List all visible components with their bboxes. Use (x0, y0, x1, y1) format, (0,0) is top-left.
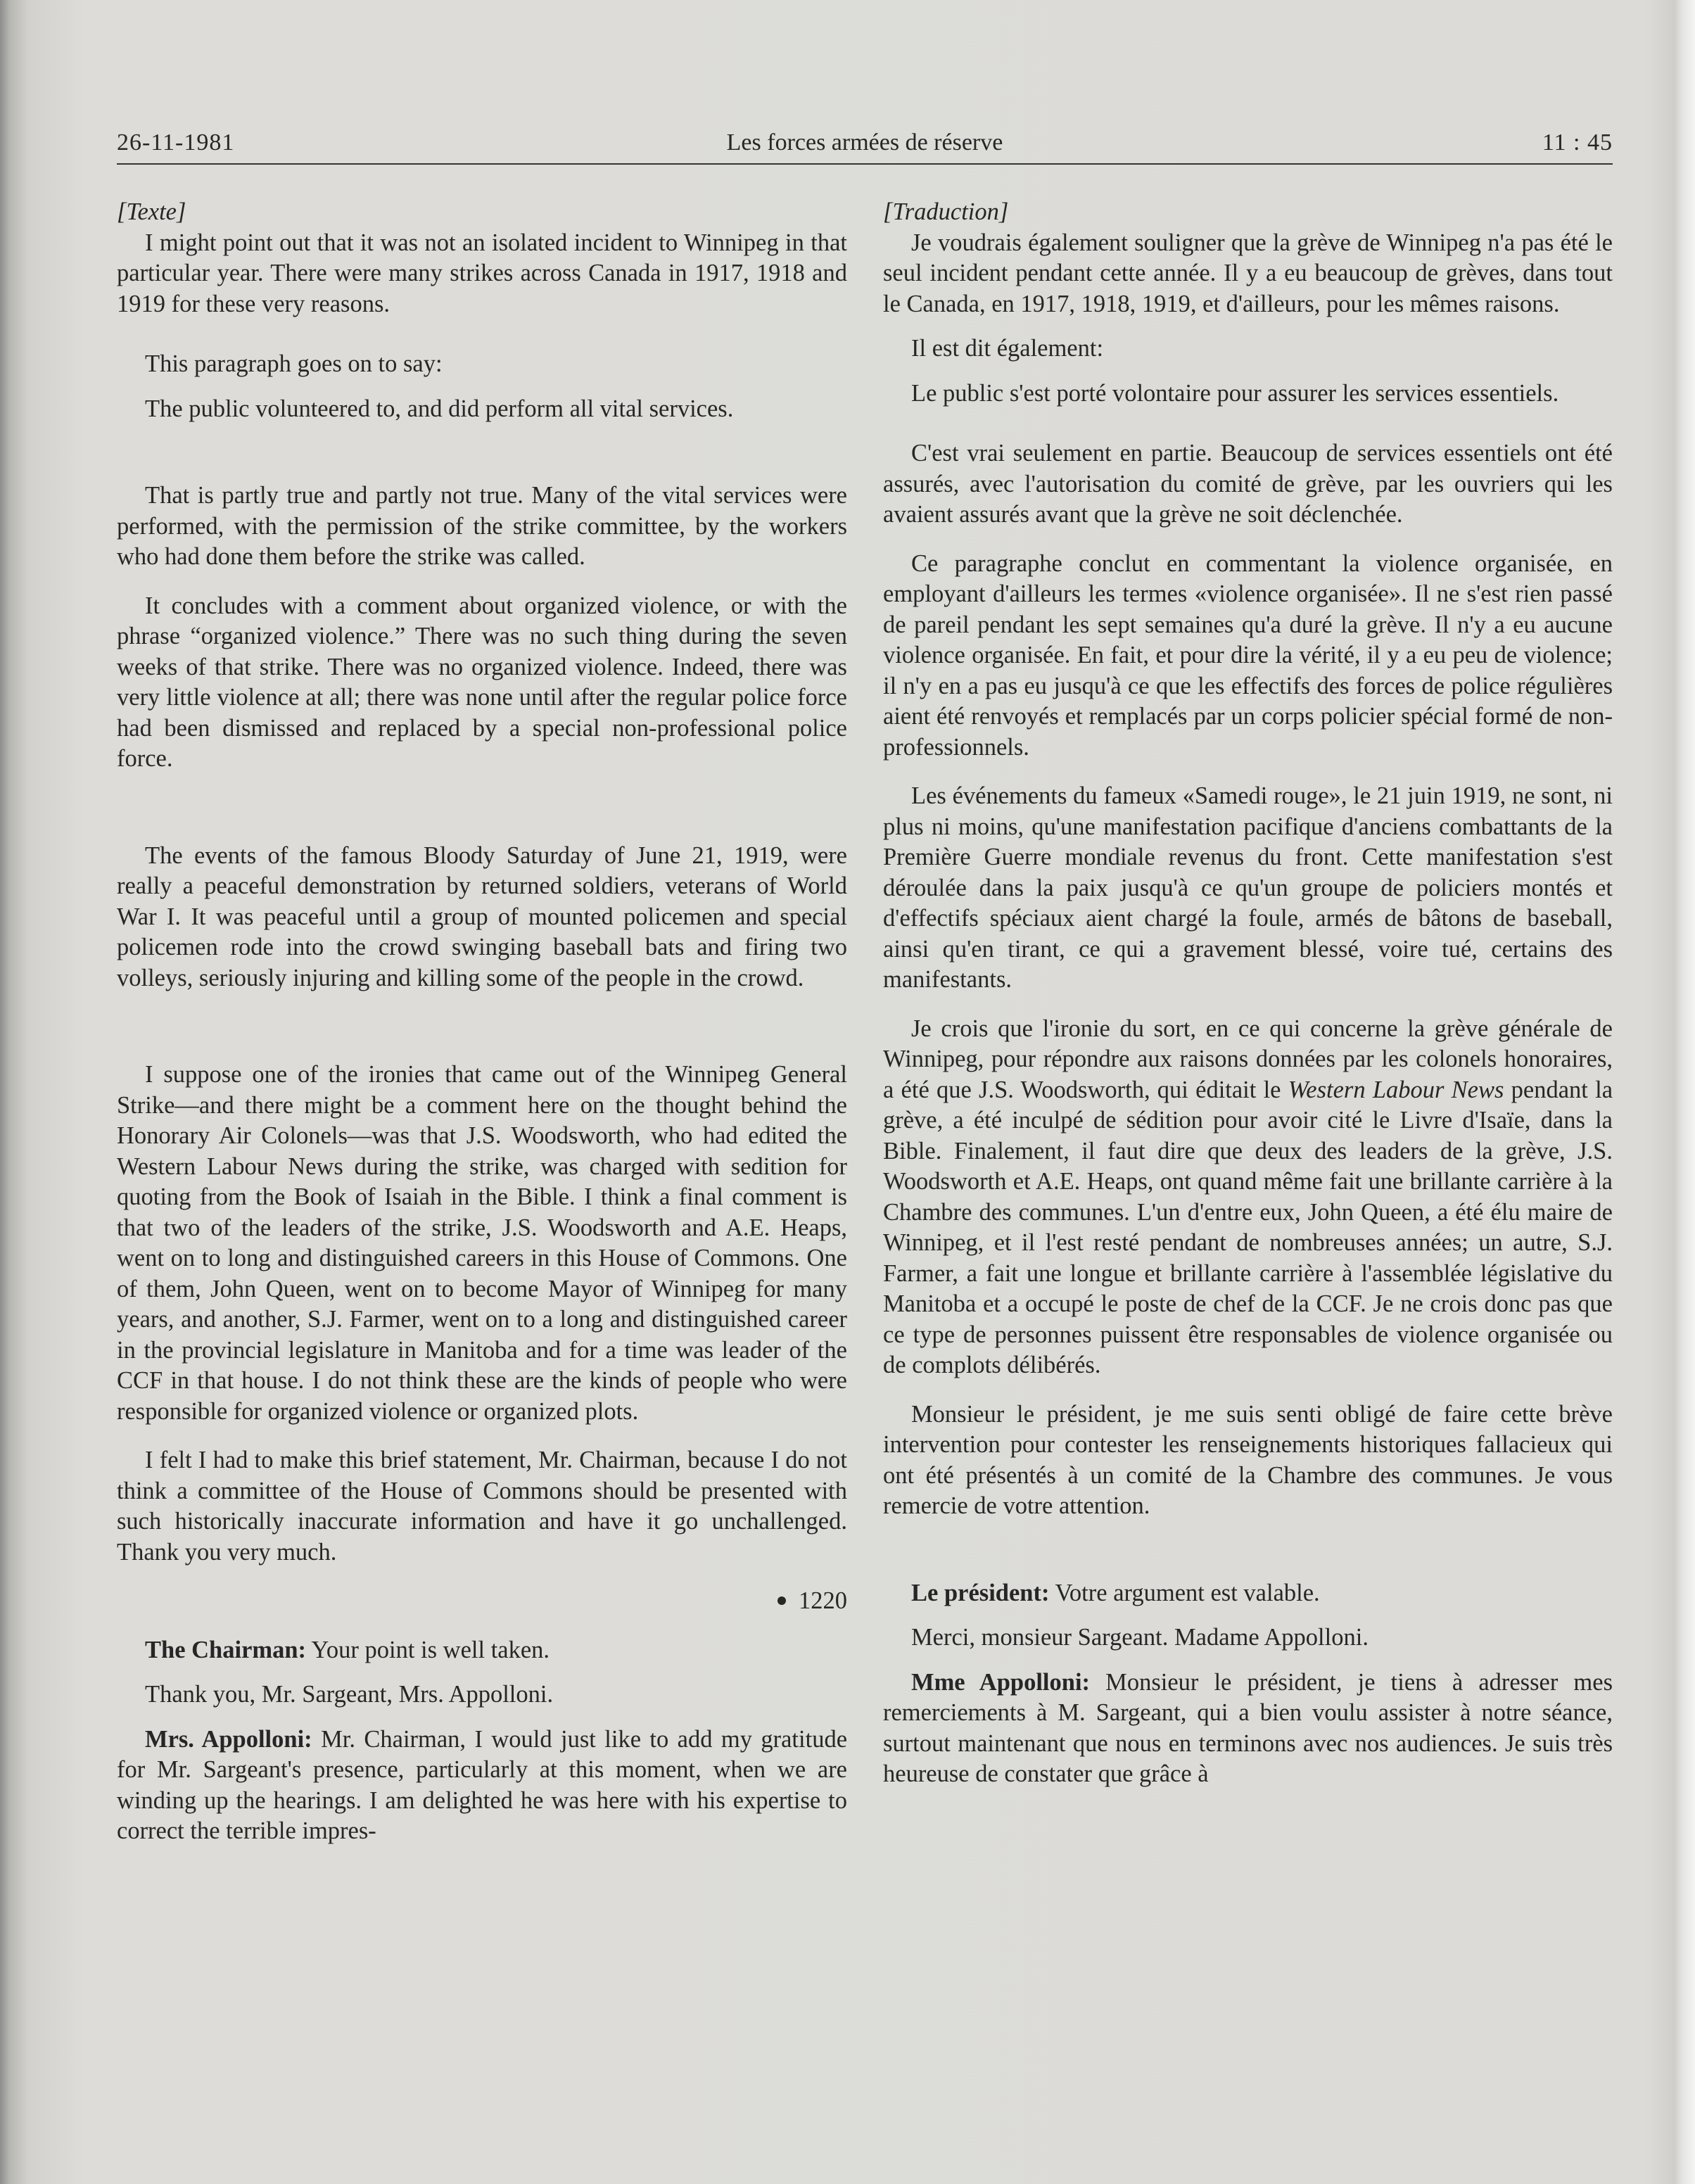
paragraph: Thank you, Mr. Sargeant, Mrs. Appolloni. (145, 1681, 554, 1708)
paragraph: That is partly true and partly not true. Many of the vital services were performed, with the permission of the strike committee, by the workers who had done them before the strike was called. (117, 482, 847, 570)
bullet-icon (777, 1596, 786, 1605)
time-marker: 1220 (117, 1586, 847, 1617)
quotation: The public volunteered to, and did perform all vital services. (145, 395, 734, 422)
paragraph: Monsieur le président, je me suis senti obligé de faire cette brève intervention pour contester les renseignements historiques fallacieux qui ont été présentés à un comité de la Chambre des communes. Je vous remercie de votre attention. (883, 1400, 1613, 1519)
speaker-name: Mme Appolloni: (911, 1668, 1091, 1696)
english-column (117, 197, 847, 1847)
paragraph: I suppose one of the ironies that came out of the Winnipeg General Strike—and there might be a comment here on the thought behind the Honorary Air Colonels—was that J.S. Woodsworth, who had edited the Western Labour News during the strike, was charged with sedition for quoting from the Book of Isaiah in the Bible. I think a final comment is that two of the leaders of the strike, J.S. Woodsworth and A.E. Heaps, went on to long and distinguished careers in this House of Commons. One of them, John Queen, went on to become Mayor of Winnipeg for many years, and another, S.J. Farmer, went on to a long and distinguished career in the provincial legislature in Manitoba and for a time was leader of the CCF in that house. I do not think these are the kinds of people who were responsible for organized violence or organized plots. (117, 1061, 847, 1425)
header-date: 26-11-1981 (117, 129, 235, 155)
speaker-name: The Chairman: (145, 1636, 307, 1663)
paragraph: I might point out that it was not an isolated incident to Winnipeg in that particular year. There were many strikes across Canada in 1917, 1918 and 1919 for these very reasons. (117, 229, 847, 317)
page-header (117, 125, 1613, 160)
speaker-statement: Mme Appolloni: Monsieur le président, je tiens à adresser mes remerciements à M. Sargeant, qui a bien voulu assister à notre séance, surtout maintenant que nous en terminons avec nos audiences. Je suis très heureuse de constater que grâce à (883, 1668, 1613, 1787)
header-rule (117, 163, 1613, 165)
paragraph: Ce paragraphe conclut en commentant la violence organisée, en employant d'ailleurs les termes «violence organisée». Il ne s'est rien passé de pareil pendant les sept semaines qu'a duré la grève. Il n'y a eu aucune violence organisée. En fait, et pour dire la vérité, il y a eu peu de violence; il n'y en a pas eu jusqu'à ce que les effectifs des forces de police régulières aient été renvoyés et remplacés par un corps policier spécial formé de non-professionnels. (883, 550, 1613, 761)
paragraph: Je voudrais également souligner que la grève de Winnipeg n'a pas été le seul incident pendant cette année. Il y a eu beaucoup de grèves, dans tout le Canada, en 1917, 1918, 1919, et d'ailleurs, pour les mêmes raisons. (883, 229, 1613, 317)
speaker-name: Mrs. Appolloni: (145, 1725, 312, 1753)
paragraph: Je crois que l'ironie du sort, en ce qui concerne la grève générale de Winnipeg, pour répondre aux raisons données par les colonels honoraires, a été que J.S. Woodsworth, qui éditait le Western Labour News pendant la grève, a été inculpé de sédition pour avoir cité le Livre d'Isaïe, dans la Bible. Finalement, il faut dire que deux des leaders de la grève, J.S. Woodsworth et A.E. Heaps, ont quand même fait une brillante carrière à la Chambre des communes. L'un d'entre eux, John Queen, a été élu maire de Winnipeg, et il l'est resté pendant de nombreuses années; un autre, S.J. Farmer, a fait une longue et brillante carrière à l'assemblée législative du Manitoba et a occupé le poste de chef de la CCF. Je ne crois donc pas que ce type de personnes puissent être responsables de violence organisée ou de complots délibérés. (883, 1015, 1613, 1378)
column-label: [Texte] (117, 198, 186, 225)
paragraph: C'est vrai seulement en partie. Beaucoup de services essentiels ont été assurés, avec l'autorisation du comité de grève, par les ouvriers qui les avaient assurés avant que la grève ne soit déclenchée. (883, 440, 1613, 528)
header-title: Les forces armées de réserve (726, 129, 1003, 155)
paragraph: Les événements du fameux «Samedi rouge», le 21 juin 1919, ne sont, ni plus ni moins, qu'une manifestation pacifique d'anciens combattants de la Première Guerre mondiale revenus du front. Cette manifestation s'est déroulée dans la paix jusqu'à ce qu'un groupe de policiers montés et d'effectifs spéciaux aient chargé la foule, armés de bâtons de baseball, ainsi qu'en tirant, ce qui a gravement blessé, voire tué, certains des manifestants. (883, 782, 1613, 993)
paragraph: This paragraph goes on to say: (145, 350, 443, 377)
quotation: Le public s'est porté volontaire pour assurer les services essentiels. (911, 379, 1559, 407)
paragraph: It concludes with a comment about organized violence, or with the phrase “organized violence.” There was no such thing during the seven weeks of that strike. There was no organized violence. Indeed, there was very little violence at all; there was none until after the regular police force had been dismissed and replaced by a special non-professional police force. (117, 592, 847, 772)
speaker-statement: Le président: Votre argument est valable. (911, 1579, 1320, 1606)
paragraph: Il est dit également: (911, 335, 1104, 362)
speaker-name: Le président: (911, 1579, 1050, 1606)
paragraph: The events of the famous Bloody Saturday of June 21, 1919, were really a peaceful demonstration by returned soldiers, veterans of World War I. It was peaceful until a group of mounted policemen and special policemen rode into the crowd swinging baseball bats and firing two volleys, seriously injuring and killing some of the people in the crowd. (117, 842, 847, 991)
paragraph: Merci, monsieur Sargeant. Madame Appolloni. (911, 1624, 1369, 1651)
speaker-statement: Mrs. Appolloni: Mr. Chairman, I would just like to add my gratitude for Mr. Sargeant's presence, particularly at this moment, when we are winding up the hearings. I am delighted he was here with his expertise to correct the terrible impres- (117, 1725, 848, 1844)
speaker-statement: The Chairman: Your point is well taken. (145, 1636, 550, 1663)
header-page-number: 11 : 45 (1542, 129, 1613, 155)
french-column (883, 197, 1613, 1790)
publication-title: Western Labour News (1288, 1076, 1504, 1103)
paragraph: I felt I had to make this brief statement, Mr. Chairman, because I do not think a committee of the House of Commons should be presented with such historically inaccurate information and have it go unchallenged. Thank you very much. (117, 1447, 847, 1566)
column-label: [Traduction] (883, 198, 1009, 225)
